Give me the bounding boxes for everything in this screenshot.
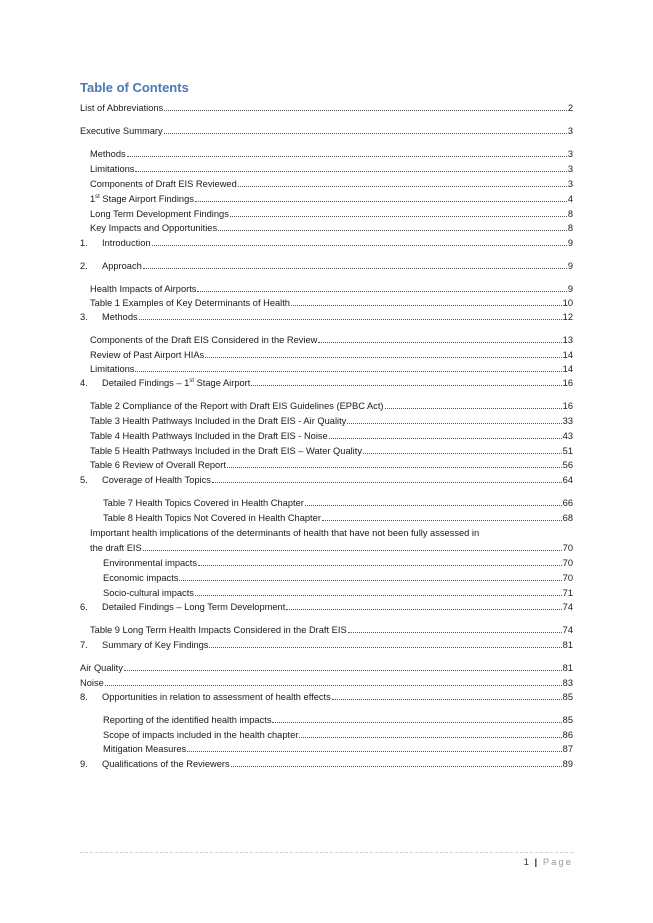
toc-dot-leader <box>385 408 562 409</box>
toc-entry-number: 7. <box>80 640 88 650</box>
toc-entry-label: Health Impacts of Airports <box>90 284 197 294</box>
toc-entry[interactable] <box>90 283 573 295</box>
toc-entry-page: 66 <box>562 498 573 508</box>
toc-entry-label-part: Stage Airport Findings <box>99 194 194 204</box>
toc-entry-label: Table 9 Long Term Health Impacts Considered in the Draft EIS <box>90 625 347 635</box>
toc-entry[interactable] <box>103 714 573 726</box>
toc-entry-page: 8 <box>567 223 573 233</box>
toc-entry-label-part: Stage Airport <box>194 378 251 388</box>
toc-entry-label: Air Quality <box>80 663 123 673</box>
toc-dot-leader <box>164 110 567 111</box>
toc-entry-number: 3. <box>80 312 88 322</box>
toc-entry[interactable] <box>103 743 573 755</box>
toc-entry-page: 71 <box>562 588 573 598</box>
toc-entry-label: Review of Past Airport HIAs <box>90 350 205 360</box>
toc-entry[interactable] <box>90 527 479 539</box>
toc-entry[interactable] <box>90 400 573 412</box>
toc-entry-page: 85 <box>562 715 573 725</box>
footer-separator: | <box>534 857 538 868</box>
toc-dot-leader <box>347 423 561 424</box>
toc-entry[interactable] <box>90 222 573 234</box>
toc-dot-leader <box>318 342 561 343</box>
toc-entry-page: 9 <box>567 238 573 248</box>
toc-entry-label: Socio-cultural impacts <box>103 588 194 598</box>
toc-entry-page: 81 <box>562 663 573 673</box>
toc-entry-label: Coverage of Health Topics <box>102 475 211 485</box>
toc-dot-leader <box>227 467 562 468</box>
toc-entry-label: Introduction <box>102 238 151 248</box>
toc-entry-label <box>90 193 194 205</box>
toc-entry-page: 9 <box>567 284 573 294</box>
footer-divider <box>80 852 573 853</box>
toc-entry[interactable] <box>90 193 573 205</box>
toc-entry[interactable] <box>90 163 573 175</box>
toc-entry-number: 1. <box>80 238 88 248</box>
toc-entry-label: the draft EIS <box>90 543 142 553</box>
toc-entry-page: 33 <box>562 416 573 426</box>
toc-entry-page: 13 <box>562 335 573 345</box>
toc-dot-leader <box>209 647 561 648</box>
toc-entry-page: 16 <box>562 401 573 411</box>
toc-entry[interactable] <box>103 512 573 524</box>
footer-page-number: 1 <box>523 857 529 868</box>
toc-entry[interactable] <box>90 459 573 471</box>
toc-entry-label <box>102 377 250 389</box>
toc-entry-page: 3 <box>567 149 573 159</box>
toc-entry-number: 2. <box>80 261 88 271</box>
toc-dot-leader <box>251 385 561 386</box>
page-footer <box>524 857 573 868</box>
toc-entry-page: 9 <box>567 261 573 271</box>
toc-dot-leader <box>195 201 567 202</box>
toc-dot-leader <box>322 520 562 521</box>
toc-entry-label: Components of Draft EIS Reviewed <box>90 179 237 189</box>
toc-dot-leader <box>299 737 561 738</box>
toc-entry-label: Important health implications of the determinants of health that have not been fully assessed in <box>90 528 480 538</box>
toc-entry-label: Table 3 Health Pathways Included in the Draft EIS - Air Quality <box>90 416 347 426</box>
toc-entry-label: Table 2 Compliance of the Report with Draft EIS Guidelines (EPBC Act) <box>90 401 384 411</box>
toc-entry[interactable] <box>90 148 573 160</box>
toc-dot-leader <box>187 751 561 752</box>
toc-dot-leader <box>332 699 562 700</box>
toc-entry-label: Detailed Findings – Long Term Development <box>102 602 286 612</box>
toc-entry-label: Components of the Draft EIS Considered in the Review <box>90 335 318 345</box>
toc-dot-leader <box>291 305 562 306</box>
toc-entry-label: Methods <box>102 312 138 322</box>
toc-entry-page: 85 <box>562 692 573 702</box>
toc-dot-leader <box>305 505 562 506</box>
toc-entry[interactable] <box>103 557 573 569</box>
toc-entry-page: 3 <box>567 179 573 189</box>
toc-entry[interactable] <box>80 102 573 114</box>
toc-entry[interactable] <box>90 445 573 457</box>
toc-entry-label: Mitigation Measures <box>103 744 187 754</box>
toc-entry-label: Table 4 Health Pathways Included in the Draft EIS - Noise <box>90 431 328 441</box>
toc-entry-page: 64 <box>562 475 573 485</box>
toc-entry-label: Table 7 Health Topics Covered in Health Chapter <box>103 498 304 508</box>
toc-entry-page: 56 <box>562 460 573 470</box>
toc-dot-leader <box>124 670 562 671</box>
toc-dot-leader <box>143 268 567 269</box>
toc-entry[interactable] <box>90 349 573 361</box>
toc-entry[interactable] <box>80 758 573 770</box>
toc-dot-leader <box>363 453 562 454</box>
toc-dot-leader <box>127 156 567 157</box>
toc-dot-leader <box>230 216 567 217</box>
toc-entry-label: Opportunities in relation to assessment of health effects <box>102 692 331 702</box>
toc-entry[interactable] <box>90 297 573 309</box>
toc-entry[interactable] <box>103 497 573 509</box>
toc-entry-page: 89 <box>562 759 573 769</box>
toc-dot-leader <box>348 632 562 633</box>
toc-dot-leader <box>205 357 561 358</box>
toc-entry-page: 14 <box>562 350 573 360</box>
toc-entry-label: Limitations <box>90 364 135 374</box>
toc-entry[interactable] <box>90 624 573 636</box>
toc-entry-page: 83 <box>562 678 573 688</box>
toc-dot-leader <box>212 482 562 483</box>
toc-entry-number: 4. <box>80 378 88 388</box>
toc-entry-label: Long Term Development Findings <box>90 209 229 219</box>
toc-dot-leader <box>329 438 562 439</box>
toc-entry[interactable] <box>80 474 573 486</box>
toc-entry-label: Environmental impacts <box>103 558 198 568</box>
toc-entry[interactable] <box>90 430 573 442</box>
toc-entry-label: Table 5 Health Pathways Included in the Draft EIS – Water Quality <box>90 446 362 456</box>
toc-dot-leader <box>135 371 561 372</box>
toc-dot-leader <box>198 565 562 566</box>
toc-dot-leader <box>105 685 562 686</box>
toc-entry[interactable] <box>90 334 573 346</box>
toc-entry-number: 5. <box>80 475 88 485</box>
toc-entry-page: 70 <box>562 543 573 553</box>
toc-entry[interactable] <box>90 363 573 375</box>
toc-entry-page: 2 <box>567 103 573 113</box>
toc-dot-leader <box>179 580 561 581</box>
toc-entry[interactable] <box>80 377 573 389</box>
toc-entry-page: 16 <box>562 378 573 388</box>
toc-entry-page: 68 <box>562 513 573 523</box>
toc-entry-page: 3 <box>567 164 573 174</box>
toc-entry-label: Table 1 Examples of Key Determinants of Health <box>90 298 290 308</box>
toc-entry-label: Table 8 Health Topics Not Covered in Health Chapter <box>103 513 321 523</box>
toc-entry-page: 86 <box>562 730 573 740</box>
toc-entry[interactable] <box>80 662 573 674</box>
toc-dot-leader <box>238 186 567 187</box>
toc-entry-page: 43 <box>562 431 573 441</box>
toc-entry-label: Executive Summary <box>80 126 163 136</box>
toc-dot-leader <box>195 595 562 596</box>
footer-page-label: Page <box>542 857 573 868</box>
toc-entry[interactable] <box>80 237 573 249</box>
toc-entry-superscript: st <box>95 193 100 200</box>
toc-entry-label: Limitations <box>90 164 135 174</box>
toc-entry[interactable] <box>80 311 573 323</box>
toc-entry-label: List of Abbreviations <box>80 103 164 113</box>
toc-entry-page: 51 <box>562 446 573 456</box>
toc-entry-label: Noise <box>80 678 104 688</box>
toc-entry[interactable] <box>90 208 573 220</box>
toc-entry-page: 12 <box>562 312 573 322</box>
toc-entry[interactable] <box>80 260 573 272</box>
toc-dot-leader <box>286 609 561 610</box>
toc-entry[interactable] <box>80 125 573 137</box>
toc-entry[interactable] <box>80 691 573 703</box>
toc-entry[interactable] <box>103 572 573 584</box>
toc-dot-leader <box>135 171 566 172</box>
toc-entry-superscript: st <box>189 377 195 384</box>
toc-dot-leader <box>272 722 561 723</box>
toc-entry-page: 70 <box>562 558 573 568</box>
toc-entry[interactable] <box>103 729 573 741</box>
toc-entry-page: 14 <box>562 364 573 374</box>
toc-entry-page: 81 <box>562 640 573 650</box>
toc-entry[interactable] <box>90 415 573 427</box>
toc-entry-number: 6. <box>80 602 88 612</box>
toc-entry-page: 3 <box>567 126 573 136</box>
toc-entry-page: 10 <box>562 298 573 308</box>
toc-dot-leader <box>231 766 562 767</box>
toc-entry-label: Key Impacts and Opportunities <box>90 223 218 233</box>
toc-dot-leader <box>152 245 567 246</box>
toc-entry-number: 8. <box>80 692 88 702</box>
toc-entry-label: Approach <box>102 261 142 271</box>
toc-entry-page: 70 <box>562 573 573 583</box>
toc-entry-page: 74 <box>562 625 573 635</box>
toc-entry[interactable] <box>103 587 573 599</box>
toc-entry-label: Methods <box>90 149 126 159</box>
toc-entry-label: Scope of impacts included in the health chapter <box>103 730 299 740</box>
toc-entry-number: 9. <box>80 759 88 769</box>
toc-dot-leader <box>218 230 567 231</box>
toc-dot-leader <box>197 291 566 292</box>
toc-entry-label-part: 1 <box>90 194 96 204</box>
toc-entry-page: 74 <box>562 602 573 612</box>
toc-entry-label: Economic impacts <box>103 573 179 583</box>
toc-dot-leader <box>143 550 562 551</box>
page-title: Table of Contents <box>80 80 189 95</box>
toc-entry-label: Reporting of the identified health impacts <box>103 715 272 725</box>
toc-dot-leader <box>164 133 567 134</box>
toc-entry-label: Summary of Key Findings <box>102 640 209 650</box>
toc-entry-page: 4 <box>567 194 573 204</box>
toc-entry-label-part: Detailed Findings – 1 <box>102 378 190 388</box>
toc-entry-page: 8 <box>567 209 573 219</box>
toc-entry[interactable] <box>90 542 573 554</box>
toc-entry-label: Table 6 Review of Overall Report <box>90 460 226 470</box>
toc-entry[interactable] <box>80 677 573 689</box>
toc-entry[interactable] <box>80 639 573 651</box>
toc-entry[interactable] <box>90 178 573 190</box>
toc-entry-label: Qualifications of the Reviewers <box>102 759 230 769</box>
toc-entry[interactable] <box>80 601 573 613</box>
toc-entry-page: 87 <box>562 744 573 754</box>
toc-dot-leader <box>139 319 562 320</box>
